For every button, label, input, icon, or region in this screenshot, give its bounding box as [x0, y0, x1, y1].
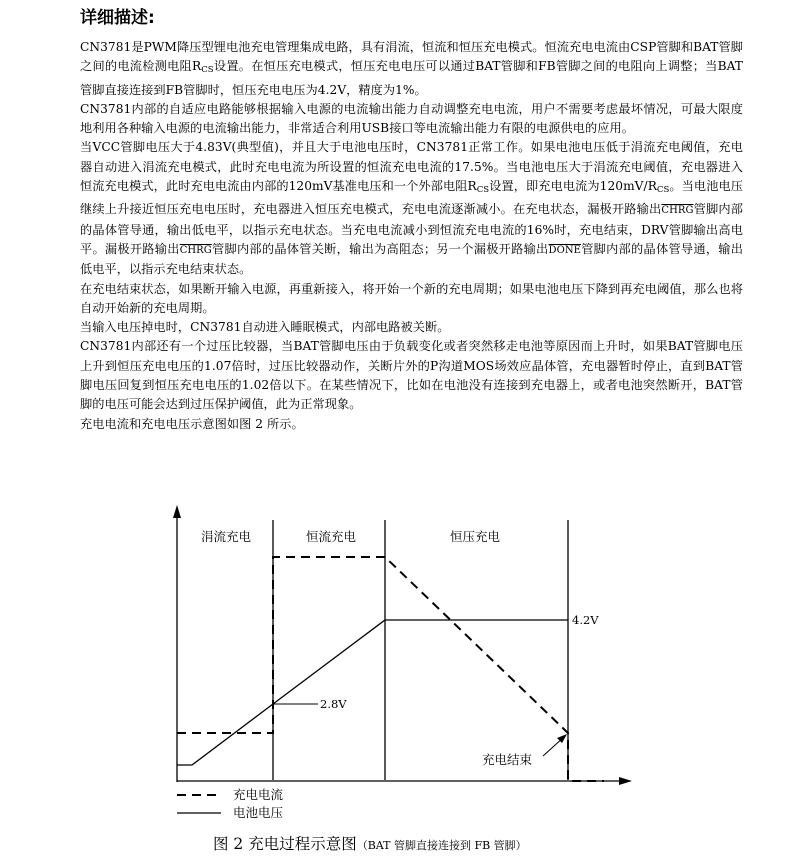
paragraph-4: 在充电结束状态，如果断开输入电源，再重新接入，将开始一个新的充电周期；如果电池电压下降到再充电阈值，那么也将自动开始新的充电周期。 [80, 281, 743, 315]
p3-text-c: 。当电池电压继续上升接近恒压充电电压时，充电器进入恒压充电模式，充电电流逐渐减小。在充电状态，漏极开路输出 [80, 179, 743, 217]
p3-text-f: 管脚内部的晶体管导通，输出低电平，以指示充电结束状态。 [80, 241, 743, 277]
section-heading: 详细描述: [80, 8, 155, 28]
y-axis-arrow-icon [173, 505, 181, 518]
p3-text-a: 当VCC管脚电压大于4.83V(典型值)，并且大于电池电压时，CN3781正常工作。如果电池电压低于涓流充电阈值，充电器自动进入涓流充电模式，此时充电电流为所设置的恒流充电电流的17.5%。当电池电压大于涓流充电阈值，充电器进入恒流充电模式，此时充电电流由内部的120mV基准电压和一个外部电阻R [80, 140, 743, 194]
caption-main: 图 2 充电过程示意图 [213, 835, 357, 853]
label-2v8: 2.8V [320, 697, 347, 711]
legend-current-label: 充电电流 [233, 787, 284, 802]
phase-label-trickle: 涓流充电 [201, 529, 252, 544]
paragraph-6: CN3781内部还有一个过压比较器，当BAT管脚电压由于负载变化或者突然移走电池等原因而上升时，如果BAT管脚电压上升到恒压充电电压的1.07倍时，过压比较器动作，关断片外的P沟道MOS场效应晶体管，充电器暂时停止，直到BAT管脚电压回复到恒压充电电压的1.02倍以下。在某些情况下，比如在电池没有连接到充电器上，或者电池突然断开，BAT管脚的电压可能会达到过压保护阈值，此为正常现象。 [80, 339, 743, 412]
battery-voltage-curve [177, 620, 568, 765]
p3-text-d: 管脚内部的晶体管导通，输出低电平，以指示充电状态。当充电电流减小到恒流充电电流的16%时，充电结束，DRV管脚输出高电平。漏极开路输出 [80, 202, 743, 256]
legend-voltage-label: 电池电压 [233, 805, 284, 820]
figure-caption [213, 834, 527, 856]
paragraph-7: 充电电流和充电电压示意图如图 2 所示。 [80, 416, 304, 431]
label-charge-end: 充电结束 [482, 752, 533, 767]
chrg-pin-label: CHRG [661, 205, 694, 217]
p3-text-b: 设置，即充电电流为120mV/R [489, 179, 657, 194]
caption-note: （BAT 管脚直接连接到 FB 管脚） [356, 839, 527, 852]
rcs-subscript: CS [201, 65, 214, 76]
done-pin-label: DONE [548, 244, 581, 256]
rcs-subscript: CS [476, 185, 490, 196]
p1-text-b: 设置。在恒压充电模式，恒压充电电压可以通过BAT管脚和FB管脚之间的电阻向上调整；当BAT管脚直接连接到FB管脚时，恒压充电电压为4.2V，精度为1%。 [80, 59, 743, 97]
paragraph-5: 当输入电压掉电时，CN3781自动进入睡眠模式，内部电路被关断。 [80, 320, 450, 335]
chrg-pin-label: CHRG [179, 244, 212, 256]
x-axis-arrow-icon [619, 777, 632, 785]
paragraph-2: CN3781内部的自适应电路能够根据输入电源的电流输出能力自动调整充电电流，用户不需要考虑最坏情况，可最大限度地利用各种输入电源的电流输出能力，非常适合利用USB接口等电流输出能力有限的电源供电的应用。 [80, 101, 743, 136]
phase-label-cc: 恒流充电 [306, 529, 357, 544]
charge-current-curve [177, 557, 604, 781]
p1-text-a: CN3781是PWM降压型锂电池充电管理集成电路，具有涓流，恒流和恒压充电模式。恒流充电电流由CSP管脚和BAT管脚之间的电流检测电阻R [80, 40, 743, 74]
p3-text-e: 管脚内部的晶体管关断，输出为高阻态；另一个漏极开路输出 [211, 241, 549, 256]
phase-label-cv: 恒压充电 [450, 529, 501, 544]
rcs-subscript: CS [656, 185, 670, 196]
label-4v2: 4.2V [572, 613, 599, 627]
